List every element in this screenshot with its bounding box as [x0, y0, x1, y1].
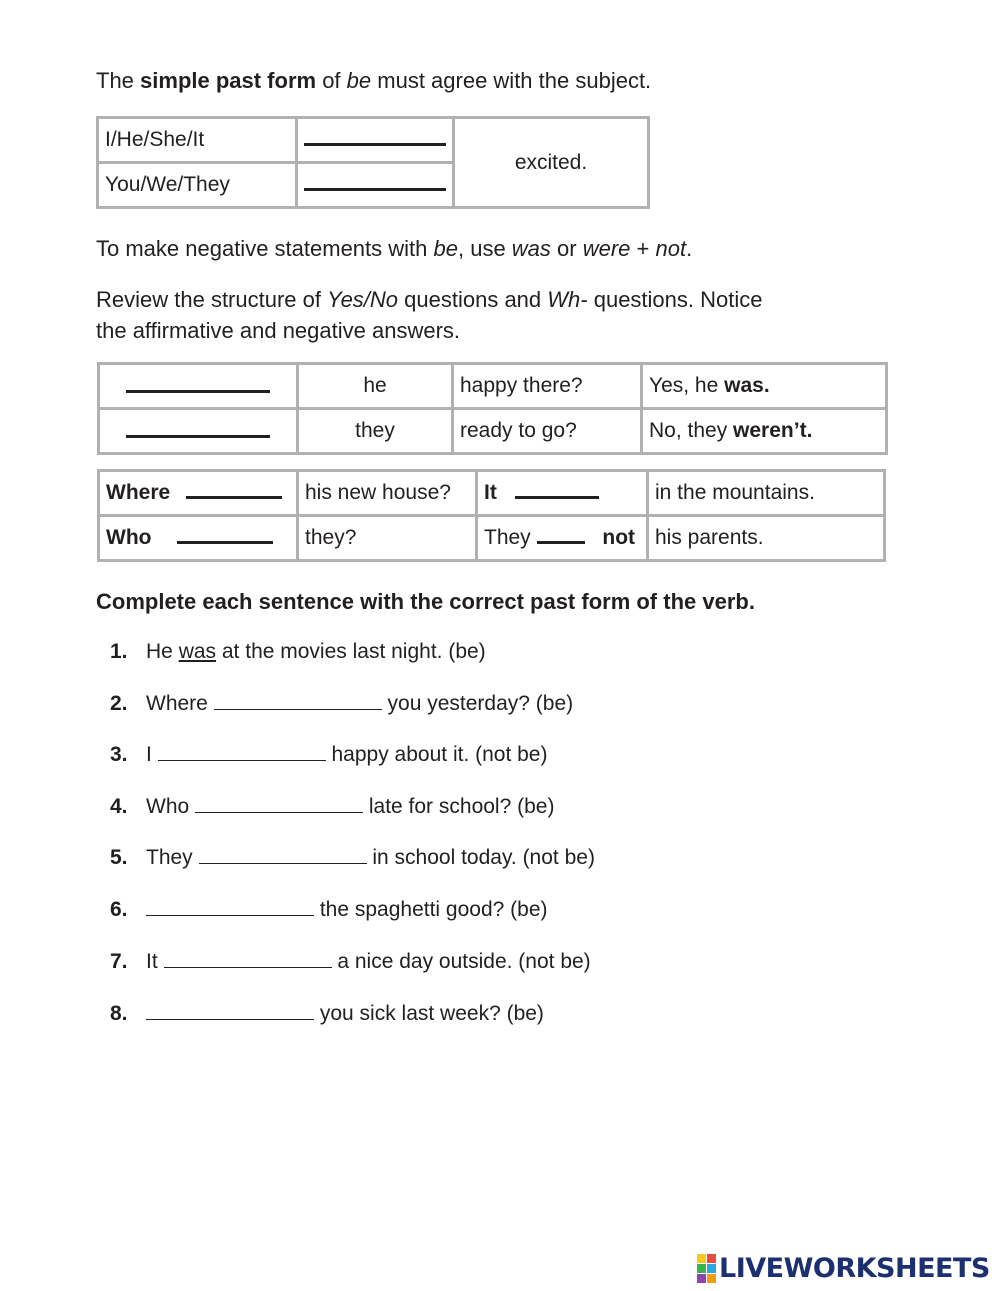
answer-blank-cell[interactable]	[297, 118, 454, 163]
be-forms-table	[96, 116, 650, 209]
answer-blank[interactable]	[158, 760, 326, 761]
answer-blank[interactable]	[164, 967, 332, 968]
answer-blank[interactable]	[177, 541, 273, 544]
wh-cell: Who	[99, 516, 298, 561]
answer-blank-cell[interactable]	[297, 163, 454, 208]
answer-cell: No, they weren’t.	[642, 409, 887, 454]
liveworksheets-logo	[697, 1253, 990, 1284]
answer-blank[interactable]	[199, 863, 367, 864]
intro-text: The simple past form of be must agree with the subject.	[96, 68, 652, 93]
exercise-item: 4. Who late for school? (be)	[110, 795, 555, 818]
example-answer: was	[178, 640, 217, 663]
answer-blank[interactable]	[146, 915, 314, 916]
exercise-item: 2. Where you yesterday? (be)	[110, 692, 574, 715]
answer-blank[interactable]	[126, 390, 270, 393]
rest-cell: happy there?	[453, 364, 642, 409]
subject-cell: You/We/They	[98, 163, 297, 208]
subject-cell: I/He/She/It	[98, 118, 297, 163]
negative-rule-text: To make negative statements with be, use was or were + not.	[96, 236, 693, 261]
yes-no-questions-table	[97, 362, 888, 455]
review-text: Review the structure of Yes/No questions and Wh- questions. Notice the affirmative and negative answers.	[96, 287, 763, 343]
answer-rest-cell: his parents.	[648, 516, 885, 561]
logo-icon	[697, 1254, 716, 1283]
logo-text: LIVEWORKSHEETS	[719, 1253, 990, 1284]
answer-blank-cell[interactable]	[99, 409, 298, 454]
answer-blank[interactable]	[186, 496, 282, 499]
answer-blank[interactable]	[126, 435, 270, 438]
answer-blank[interactable]	[214, 709, 382, 710]
exercise-item: 5. They in school today. (not be)	[110, 846, 595, 869]
rest-cell: his new house?	[298, 471, 477, 516]
rest-cell: ready to go?	[453, 409, 642, 454]
exercise-item: 1. He was at the movies last night. (be)	[110, 640, 486, 663]
exercise-instruction: Complete each sentence with the correct past form of the verb.	[96, 589, 755, 614]
complement-cell: excited.	[454, 118, 649, 208]
exercise-item: 8. you sick last week? (be)	[110, 1002, 544, 1025]
answer-rest-cell: in the mountains.	[648, 471, 885, 516]
subject-cell: he	[298, 364, 453, 409]
exercise-item: 3. I happy about it. (not be)	[110, 743, 548, 766]
answer-blank[interactable]	[537, 541, 585, 544]
exercise-item: 6. the spaghetti good? (be)	[110, 898, 548, 921]
answer-blank[interactable]	[195, 812, 363, 813]
answer-blank[interactable]	[304, 143, 446, 146]
wh-questions-table	[97, 469, 886, 562]
answer-blank[interactable]	[146, 1019, 314, 1020]
wh-cell: Where	[99, 471, 298, 516]
exercise-item: 7. It a nice day outside. (not be)	[110, 950, 591, 973]
answer-blank[interactable]	[515, 496, 599, 499]
answer-subject-cell: They not	[477, 516, 648, 561]
subject-cell: they	[298, 409, 453, 454]
answer-blank-cell[interactable]	[99, 364, 298, 409]
rest-cell: they?	[298, 516, 477, 561]
answer-blank[interactable]	[304, 188, 446, 191]
answer-cell: Yes, he was.	[642, 364, 887, 409]
answer-subject-cell: It	[477, 471, 648, 516]
